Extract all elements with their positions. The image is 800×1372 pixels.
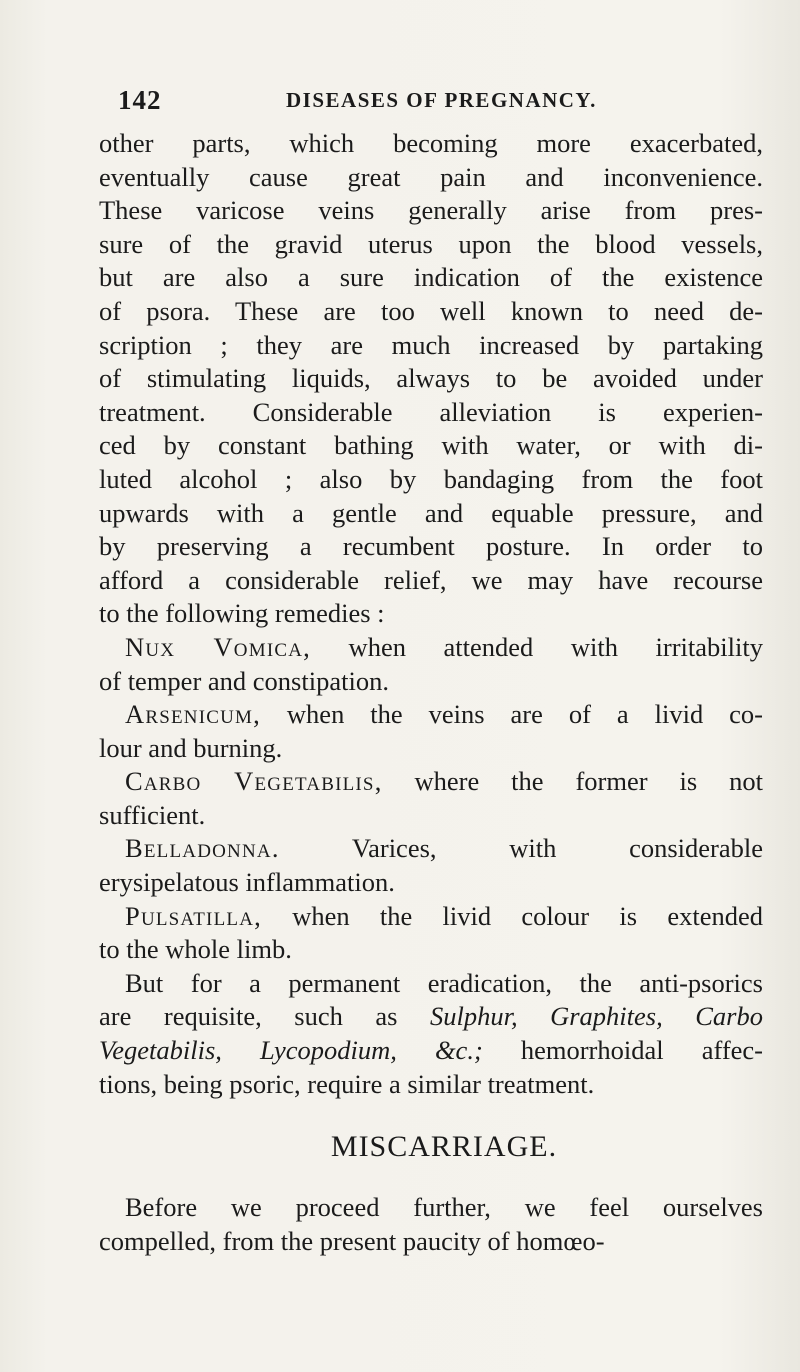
remedy-text: Varices, with considerable (279, 833, 763, 864)
text-line: to the following remedies : (99, 598, 385, 629)
text-line: These varicose veins generally arise from pres- (99, 195, 763, 226)
text-span: hemorrhoidal affec- (482, 1035, 763, 1066)
text-span: are requisite, such as (99, 1001, 430, 1032)
text-line: eventually cause great pain and inconvenience. (99, 161, 763, 192)
remedy-entry (99, 698, 763, 732)
text-line (99, 1034, 763, 1068)
remedy-text: where the former is not (382, 766, 763, 797)
text-line: tions, being psoric, require a similar treatment. (99, 1068, 595, 1099)
text-line: to the whole limb. (99, 934, 292, 965)
remedy-name: Pulsatilla, (125, 900, 262, 931)
text-line: but are also a sure indication of the existence (99, 262, 763, 293)
text-line: But for a permanent eradication, the anti-psorics (125, 967, 763, 998)
text-line (99, 1000, 763, 1034)
text-line: afford a considerable relief, we may have recourse (99, 564, 763, 595)
remedy-entry (99, 900, 763, 934)
remedy-name: Arsenicum, (125, 699, 261, 730)
text-line: compelled, from the present paucity of homœo- (99, 1225, 605, 1256)
text-line: of psora. These are too well known to need de- (99, 295, 763, 326)
remedy-name: Nux Vomica, (125, 631, 311, 662)
text-line: erysipelatous inflammation. (99, 867, 395, 898)
italic-text: Vegetabilis, Lycopodium, &c.; (99, 1035, 483, 1066)
text-line: lour and burning. (99, 732, 283, 763)
page-header (118, 85, 758, 121)
text-line: other parts, which becoming more exacerbated, (99, 128, 763, 158)
text-line: sure of the gravid uterus upon the blood vessels, (99, 228, 763, 259)
text-line: sufficient. (99, 799, 206, 830)
text-line: Before we proceed further, we feel ourselves (125, 1192, 763, 1223)
text-line: upwards with a gentle and equable pressure, and (99, 497, 763, 528)
remedy-entry (99, 765, 763, 799)
body-text (99, 127, 763, 1258)
section-heading: MISCARRIAGE. (330, 1130, 558, 1164)
text-line: of temper and constipation. (99, 665, 389, 696)
remedy-entry (99, 631, 763, 665)
italic-text: Sulphur, Graphites, Carbo (429, 1001, 763, 1032)
page-number: 142 (118, 85, 162, 115)
remedy-name: Belladonna. (125, 833, 280, 864)
remedy-text: when attended with irritability (310, 631, 763, 662)
text-line: of stimulating liquids, always to be avoided under (99, 363, 763, 394)
text-line: scription ; they are much increased by partaking (99, 329, 763, 360)
text-line: luted alcohol ; also by bandaging from the foot (99, 463, 763, 494)
remedy-entry (99, 832, 763, 866)
remedy-text: when the veins are of a livid co- (260, 699, 763, 730)
running-title: DISEASES OF PREGNANCY. (286, 88, 597, 112)
text-line: ced by constant bathing with water, or with di- (99, 430, 763, 461)
text-line: treatment. Considerable alleviation is experien- (99, 396, 763, 427)
remedy-name: Carbo Vegetabilis, (125, 766, 383, 797)
remedy-text: when the livid colour is extended (261, 900, 763, 931)
text-line: by preserving a recumbent posture. In order to (99, 531, 763, 562)
